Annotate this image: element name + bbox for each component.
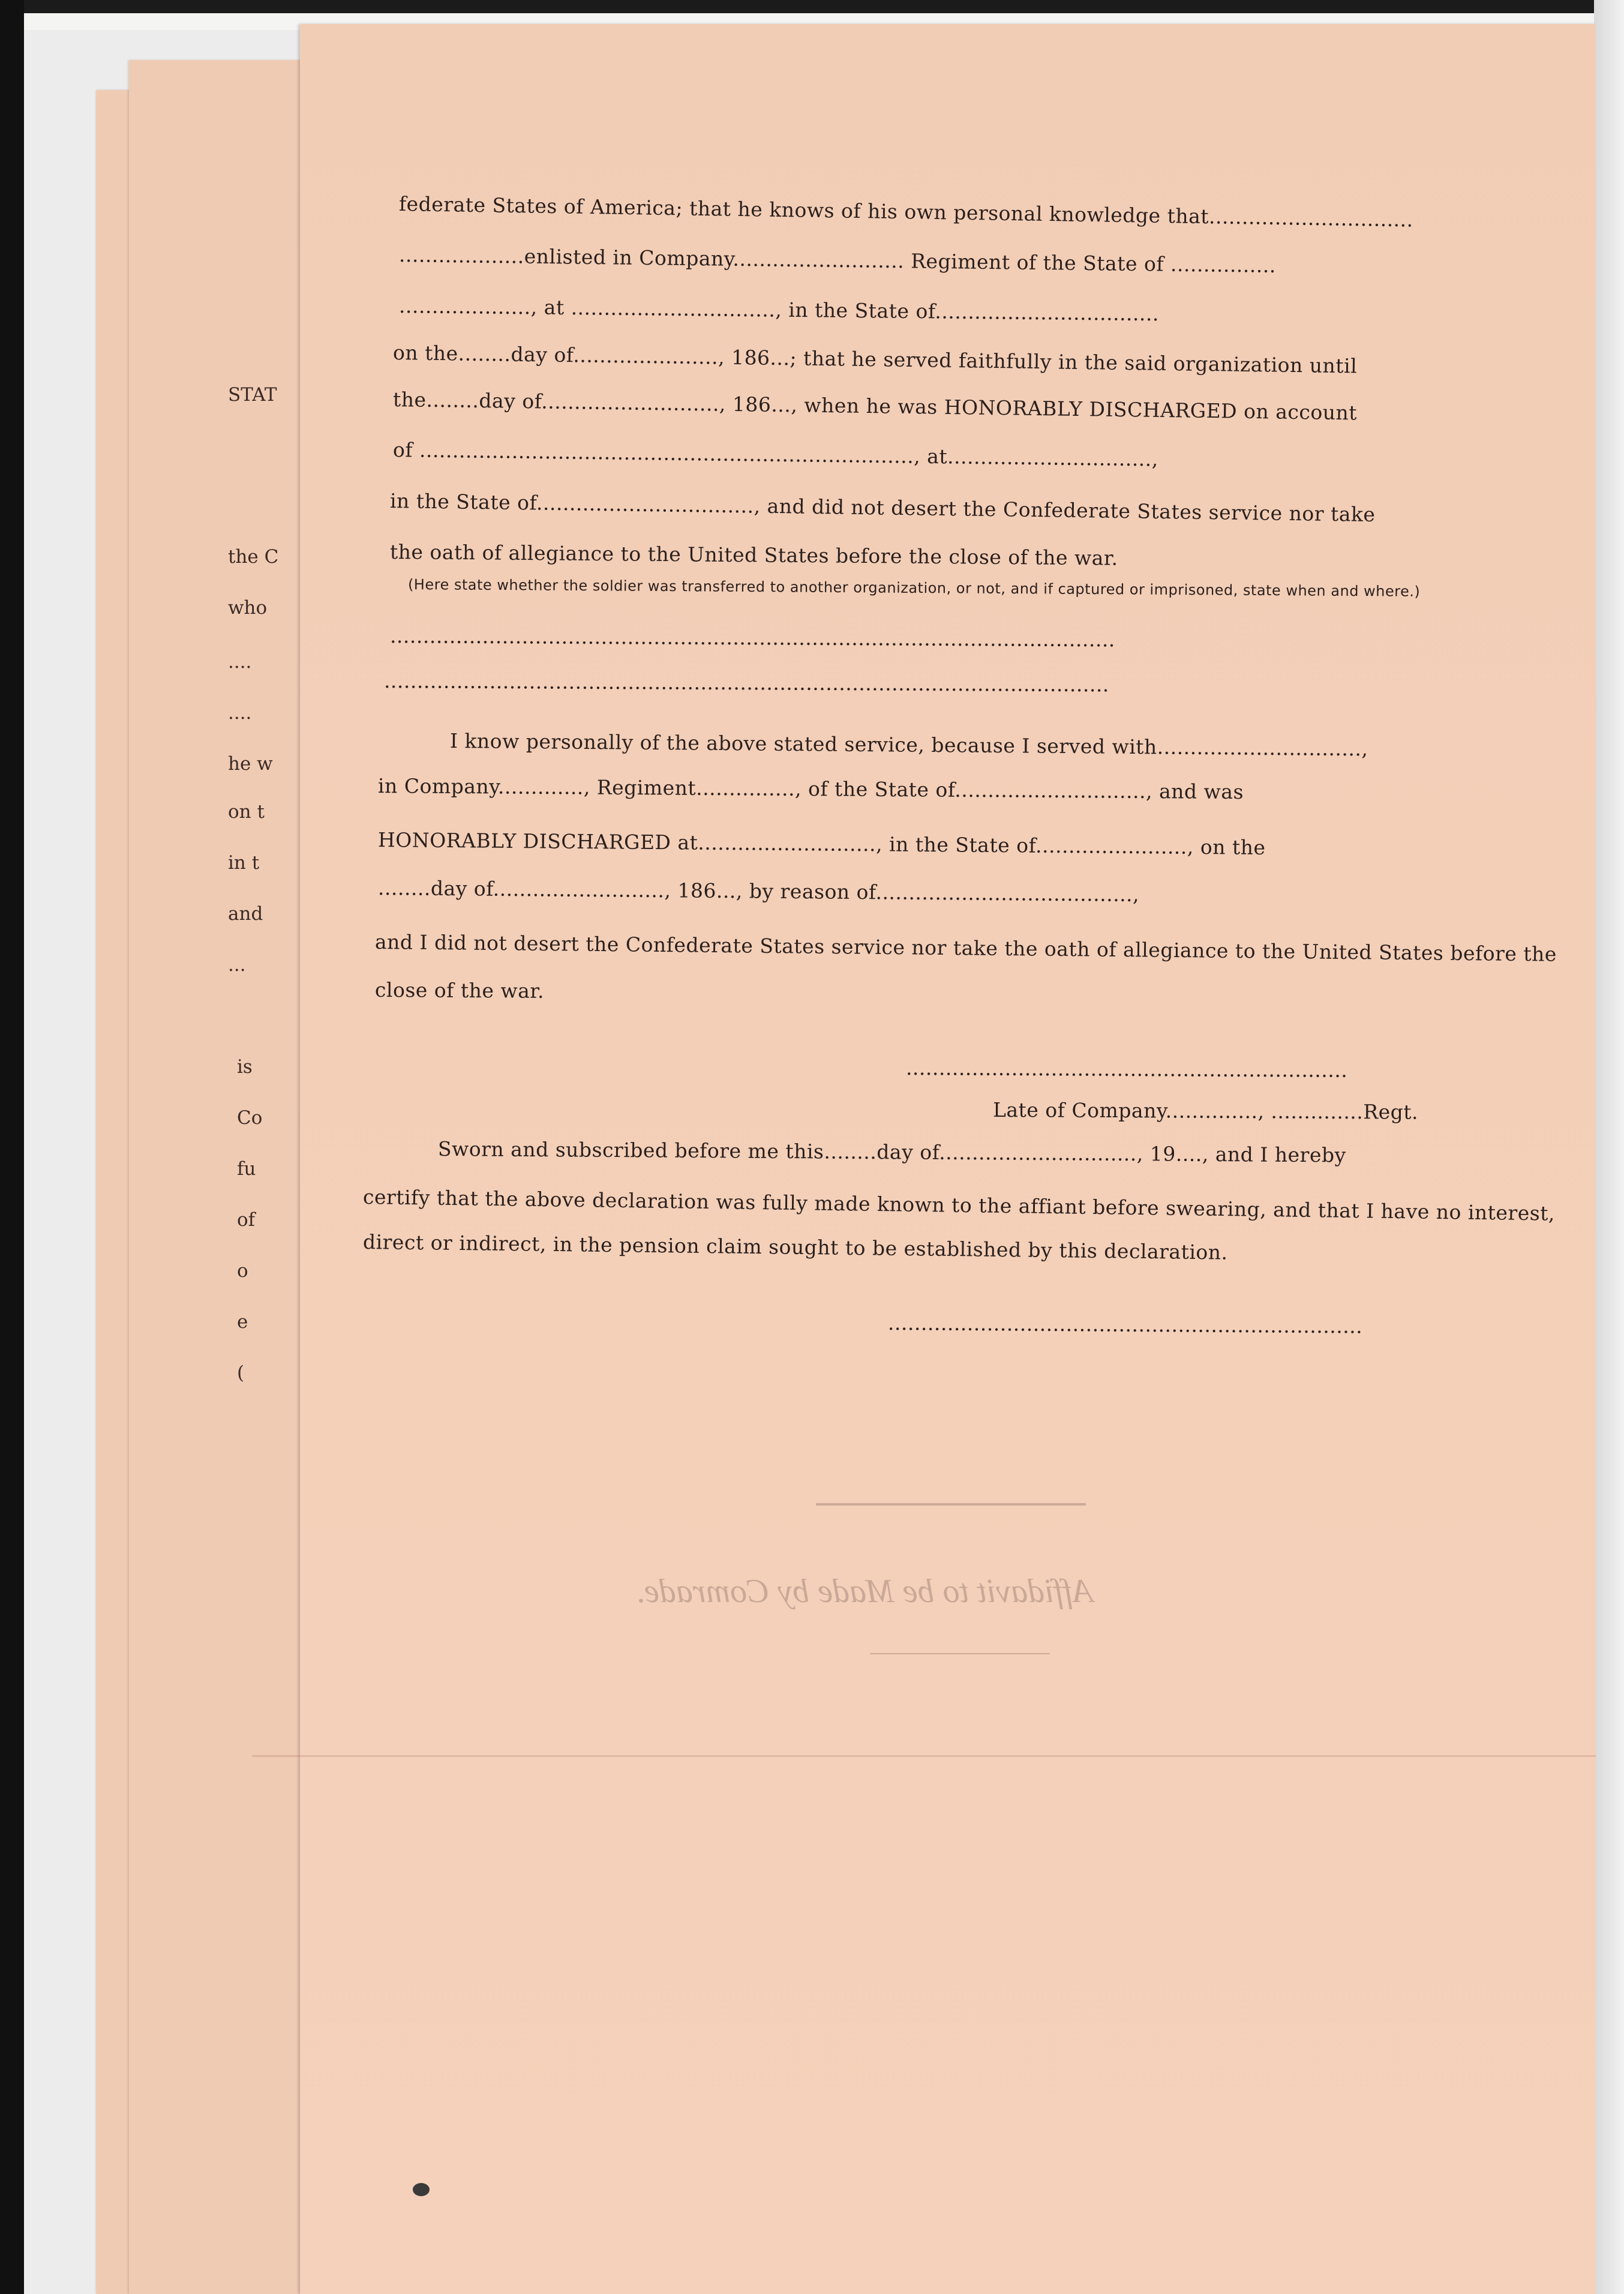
form-line: certify that the above declaration was fully made known to the affiant before swearing, and that I have no interest, — [362, 1185, 1556, 1225]
left-fragment: the C — [228, 546, 279, 568]
fold-crease — [252, 1755, 1596, 1757]
form-line: ........day of.........................., 186..., by reason of......................................., — [377, 876, 1140, 907]
form-line: federate States of America; that he knows of his own personal knowledge that............................... — [398, 192, 1414, 232]
form-line: the........day of..........................., 186..., when he was HONORABLY DISCHARGED on account — [392, 388, 1358, 425]
form-line: in Company............., Regiment..............., of the State of............................., and was — [377, 774, 1244, 804]
left-fragment: of — [237, 1209, 256, 1231]
left-fragment: is — [237, 1056, 253, 1078]
bleed-through-rule-upper — [816, 1503, 1086, 1506]
form-line: Sworn and subscribed before me this........day of.............................., 19...., and I hereby — [437, 1137, 1346, 1167]
left-fragment: and — [228, 903, 263, 925]
left-fragment: .... — [228, 651, 252, 673]
form-line: ...................., at ..............................., in the State of.................................. — [398, 294, 1160, 326]
bleed-through-rule-lower — [870, 1653, 1050, 1654]
form-line: Late of Company.............., ..............Regt. — [992, 1098, 1419, 1124]
form-line: of ..........................................................................., at..............................., — [392, 438, 1159, 471]
left-fragment: fu — [237, 1158, 256, 1180]
left-fragment: Co — [237, 1107, 263, 1129]
left-fragment: STAT — [228, 384, 277, 406]
left-fragment: e — [237, 1311, 248, 1333]
form-line: on the........day of......................, 186...; that he served faithfully in the said organization until — [392, 341, 1358, 378]
left-fragment: ( — [237, 1362, 245, 1384]
left-fragment: o — [237, 1260, 248, 1282]
form-line: direct or indirect, in the pension claim sought to be established by this declaration. — [362, 1230, 1228, 1264]
ink-speck — [413, 2183, 430, 2196]
form-line: ...................enlisted in Company.......................... Regiment of the State of ................ — [398, 243, 1277, 277]
form-line: in the State of................................., and did not desert the Confederate States service nor take — [389, 489, 1376, 526]
form-line: .............................................................................................................. — [383, 669, 1109, 697]
left-fragment: ... — [228, 954, 246, 976]
form-line: .............................................................................................................. — [389, 624, 1115, 652]
bleed-through-heading: Affidavit to be Made by Comrade. — [636, 1573, 1094, 1610]
form-line: the oath of allegiance to the United States before the close of the war. — [389, 540, 1118, 570]
form-line: ................................................................... — [905, 1056, 1348, 1082]
left-fragment: he w — [228, 753, 273, 775]
left-fragment: in t — [228, 852, 260, 874]
form-line: I know personally of the above stated service, because I served with..............................., — [449, 729, 1368, 761]
scanner-left-edge — [0, 0, 24, 2294]
form-line: close of the war. — [374, 978, 545, 1003]
form-line: ........................................................................ — [887, 1311, 1363, 1338]
scanner-right-edge — [1594, 0, 1624, 2294]
form-line: and I did not desert the Confederate States service nor take the oath of allegiance to the United States before the — [374, 930, 1557, 966]
form-line: HONORABLY DISCHARGED at..........................., in the State of......................., on the — [377, 828, 1266, 859]
form-line: (Here state whether the soldier was transferred to another organization, or not, and if captured or imprisoned, state when and where.) — [407, 576, 1421, 600]
left-fragment: .... — [228, 702, 252, 724]
left-fragment: on t — [228, 801, 265, 823]
left-fragment: who — [228, 597, 268, 619]
scanner-top-edge — [0, 0, 1624, 13]
